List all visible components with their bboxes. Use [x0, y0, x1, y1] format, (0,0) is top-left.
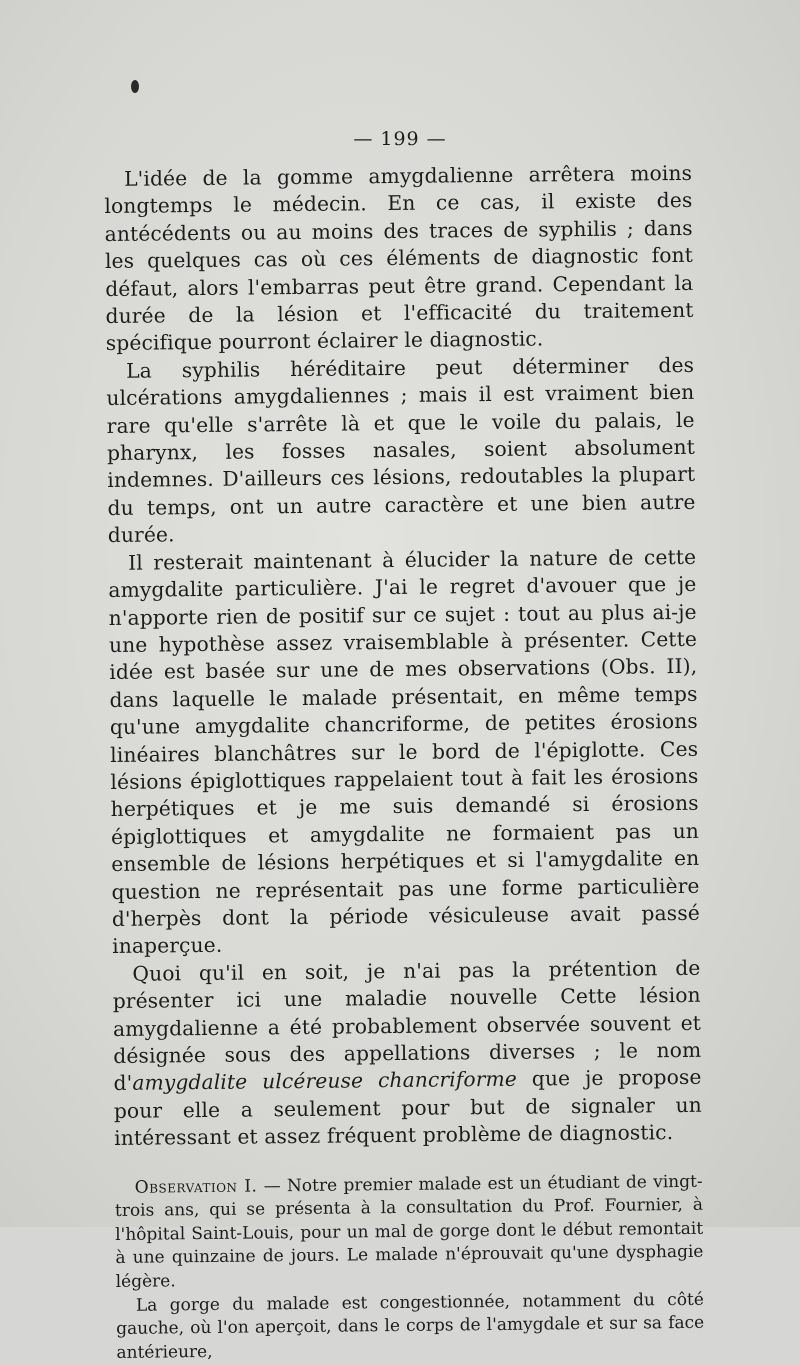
conclusion-text-before: Quoi qu'il en soit, je n'ai pas la prétention de présenter ici une maladie nouvelle Cette lésion amygdalienne a été probablement observée souvent et désignée sous des appellations diverses ; le nom d' — [112, 955, 702, 1096]
main-text — [104, 160, 702, 1153]
ink-speck — [131, 80, 139, 93]
observation-paragraph-2: La gorge du malade est congestionnée, notamment du côté gauche, où l'on aperçoit, dans le corps de l'amygdale et sur sa face antérieure, — [116, 1289, 705, 1363]
page-body — [104, 160, 705, 1365]
observation-dash: — — [257, 1175, 288, 1197]
paragraph-hypothese: Il resterait maintenant à élucider la nature de cette amygdalite particulière. J'ai le regret d'avouer que je n'apporte rien de positif sur ce sujet : tout au plus ai-je une hypothèse assez vraisemblable à présenter. Cette idée est basée sur une de mes observations (Obs. II), dans laquelle le malade présentait, en même temps qu'une amygdalite chancriforme, de petites érosions linéaires blanchâtres sur le bord de l'épiglotte. Ces lésions épiglottiques rappelaient tout à fait les érosions herpétiques et je me suis demandé si érosions épiglottiques et amygdalite ne formaient pas un ensemble de lésions herpétiques et si l'amygdalite en question ne représentait pas une forme particulière d'herpès dont la période vésiculeuse avait passé inaperçue. — [108, 544, 700, 959]
paragraph-conclusion — [112, 955, 702, 1153]
observation-label: Observation I. — [134, 1176, 258, 1198]
observation-text-1: Notre premier malade est un étudiant de vingt-trois ans, qui se présenta à la consultation du Prof. Fournier, à l'hôpital Saint-Louis, pour un mal de gorge dont le début remontait à une quinzaine de jours. Le malade n'éprouvait qu'une dysphagie légère. — [114, 1171, 704, 1292]
observation-paragraph-1 — [115, 1170, 704, 1294]
conclusion-text-after: que je propose pour elle a seulement pour but de signaler un intéressant et assez fréquent problème de diagnostic. — [113, 1065, 702, 1151]
page-number: — 199 — — [353, 128, 447, 150]
term-amygdalite-chancriforme: amygdalite ulcéreuse chancriforme — [132, 1067, 518, 1096]
observation-section — [115, 1170, 705, 1365]
paragraph-gomme: L'idée de la gomme amygdalienne arrêtera moins longtemps le médecin. En ce cas, il existe des antécédents ou au moins des traces de syphilis ; dans les quelques cas où ces éléments de diagnostic font défaut, alors l'embarras peut être grand. Cependant la durée de la lésion et l'efficacité du traitement spécifique pourront éclairer le diagnostic. — [104, 160, 694, 356]
paragraph-syphilis-hereditaire: La syphilis héréditaire peut déterminer des ulcérations amygdaliennes ; mais il est vraiment bien rare qu'elle s'arrête là et que le voile du palais, le pharynx, les fosses nasales, soient absolument indemnes. D'ailleurs ces lésions, redoutables la plupart du temps, ont un autre caractère et une bien autre durée. — [106, 352, 696, 548]
